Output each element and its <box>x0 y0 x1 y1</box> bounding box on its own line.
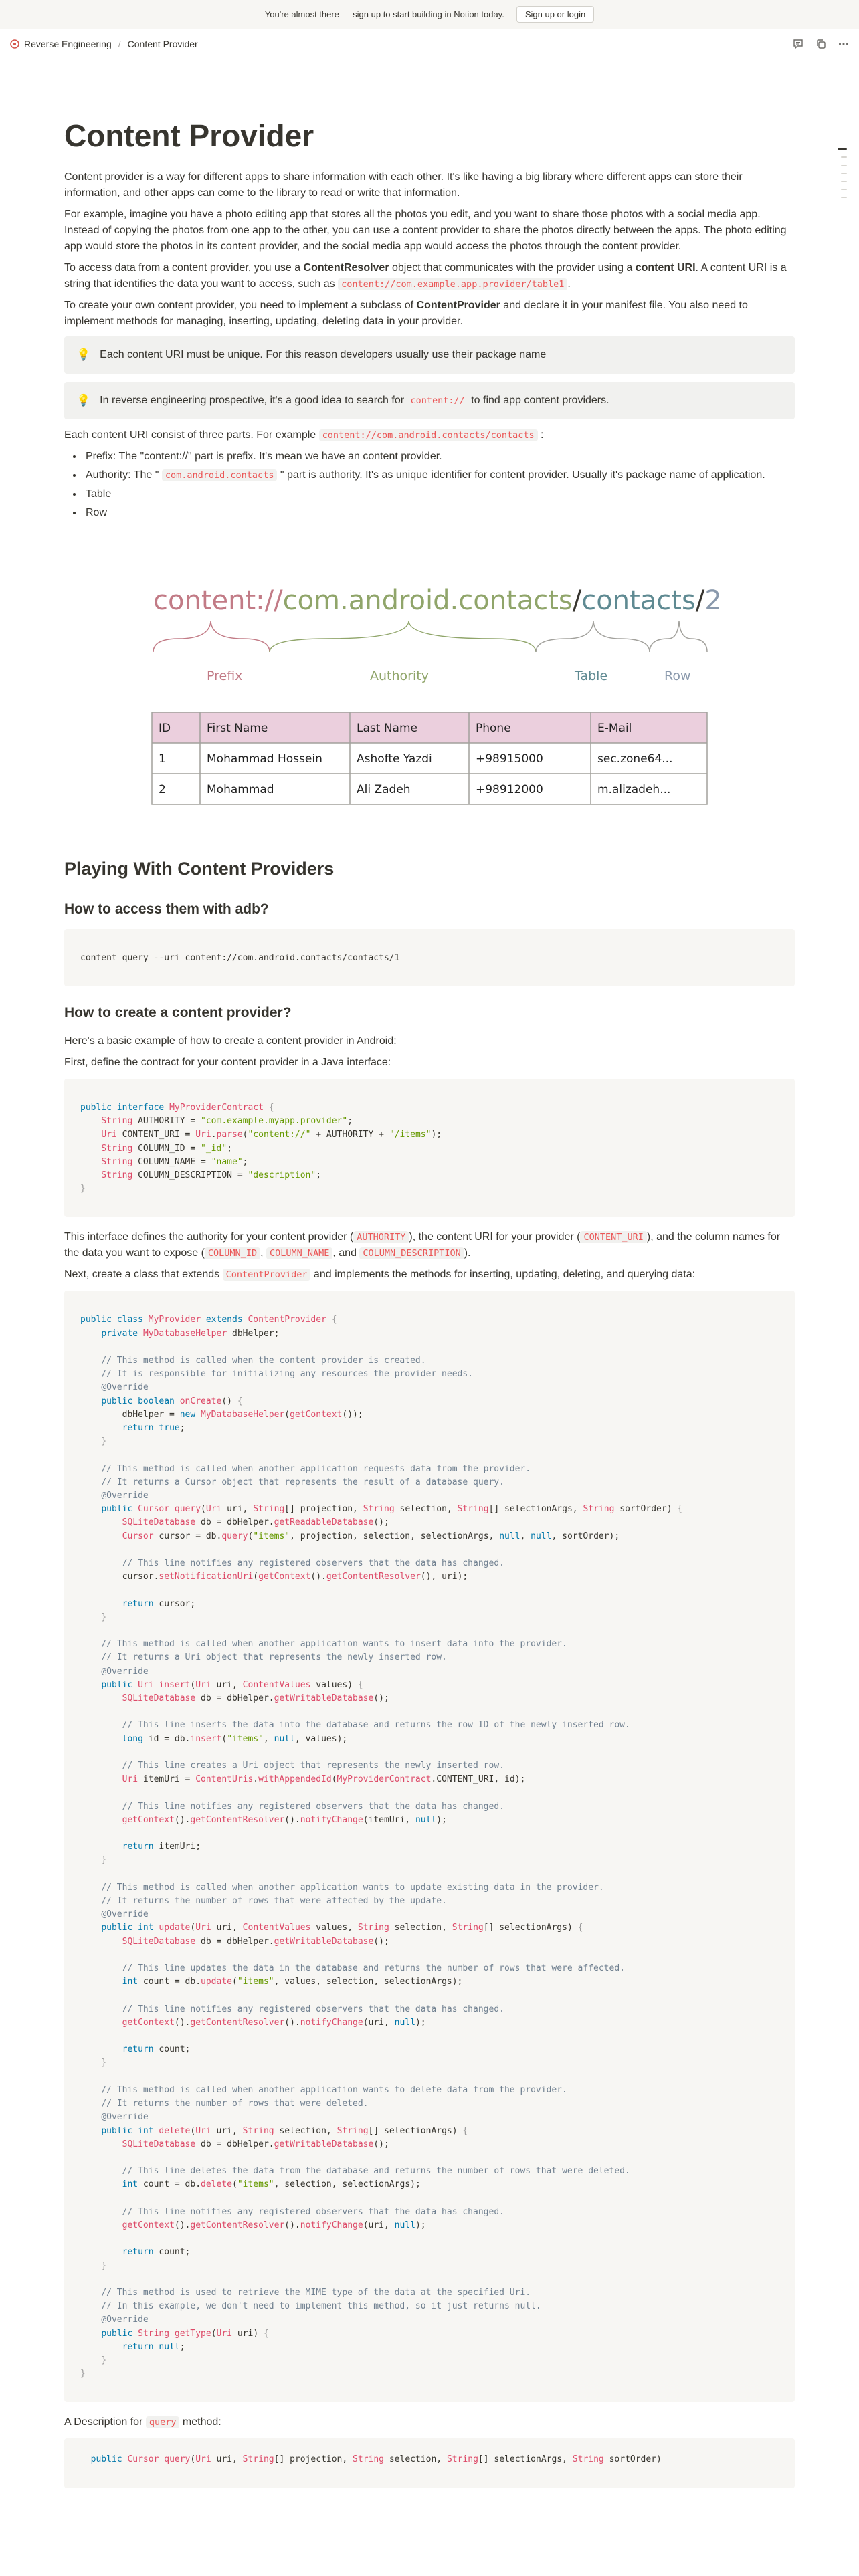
uri-authority-text: com.android.contacts <box>282 585 573 617</box>
create-paragraph-2: First, define the contract for your content provider in a Java interface: <box>64 1056 391 1068</box>
banner-text: You're almost there — sign up to start building in Notion today. <box>264 9 504 19</box>
top-actions <box>792 38 850 50</box>
content-uri-diagram <box>152 580 722 815</box>
table-cell: sec.zone64... <box>597 752 673 766</box>
breadcrumb <box>9 37 198 51</box>
column-id-inline-code: COLUMN_ID <box>205 1247 260 1259</box>
label-row: Row <box>664 669 691 684</box>
row-brace <box>650 621 707 652</box>
query-description-paragraph: A Description for query method: <box>64 2416 221 2428</box>
list-item-table: • Table <box>83 486 795 502</box>
contacts-uri-code: content://com.android.contacts/contacts <box>319 429 538 441</box>
diagram-uri <box>153 585 722 616</box>
table-cell: Ali Zadeh <box>357 783 411 797</box>
uri-table-text: contacts <box>581 585 696 617</box>
column-description-inline-code: COLUMN_DESCRIPTION <box>359 1247 464 1259</box>
list-item-prefix: • Prefix: The "content://" part is prefix. It's mean we have an content provider. <box>83 449 795 465</box>
breadcrumb-separator: / <box>118 38 121 49</box>
callout-reverse-engineering <box>64 382 795 419</box>
content-uri-inline-code: CONTENT_URI <box>580 1231 646 1243</box>
page-content <box>64 59 795 2500</box>
breadcrumb-parent[interactable]: Reverse Engineering <box>24 38 112 49</box>
authority-inline-code: AUTHORITY <box>353 1231 409 1243</box>
uri-slash-text: / <box>695 585 705 617</box>
page-emoji-icon <box>9 39 20 49</box>
query-inline-code: query <box>146 2416 180 2428</box>
table-cell: +98915000 <box>476 752 543 766</box>
content-resolver-term: ContentResolver <box>303 262 389 274</box>
query-signature-code-block[interactable]: public Cursor query(Uri uri, String[] projection, String selection, String[] selectionArgs, String sortOrder) <box>64 2438 795 2488</box>
example-uri-code: content://com.example.app.provider/table1 <box>338 278 567 290</box>
intro-paragraph-1: Content provider is a way for different apps to share information with each other. It's like having a big library where different apps can store their information, and other apps can come to the library to read or write that information. <box>64 171 743 199</box>
content-resolver-paragraph: To access data from a content provider, you use a ContentResolver object that communicates with the provider using a content URI. A content URI is a string that identifies the data you want to access, such as content://com.example.app.provider/table1 . <box>64 262 787 290</box>
signup-login-button[interactable]: Sign up or login <box>516 6 594 23</box>
lightbulb-icon: 💡 <box>76 394 91 407</box>
contacts-table <box>152 712 707 804</box>
content-provider-term: ContentProvider <box>416 300 500 312</box>
uri-parts-paragraph: Each content URI consist of three parts. For example content://com.android.contacts/contacts : <box>64 429 544 441</box>
uri-prefix-text: content:// <box>153 585 283 617</box>
prefix-brace <box>153 621 270 652</box>
label-prefix: Prefix <box>207 669 243 684</box>
adb-command: content query --uri content://com.android.contacts/contacts/1 <box>80 953 400 964</box>
callout-unique-uri <box>64 336 795 374</box>
page-title: Content Provider <box>64 118 314 153</box>
table-cell: 1 <box>159 752 166 766</box>
table-cell: Mohammad Hossein <box>207 752 322 766</box>
signup-banner <box>0 0 859 29</box>
table-header-cell: Last Name <box>357 722 417 736</box>
heading-create-provider: How to create a content provider? <box>64 1005 292 1021</box>
intro-paragraph-2: For example, imagine you have a photo editing app that stores all the photos you edit, and you want to share those photos with a social media app. Instead of copying the photos from one app to the other, you can use a content provider to share the photos directly between the apps. The photo editing app would store the photos in its content provider, and the social media app would access the photos through the content provider. <box>64 209 787 253</box>
content-uri-term: content URI <box>635 262 696 274</box>
breadcrumb-current[interactable]: Content Provider <box>127 38 198 49</box>
create-paragraph-1: Here's a basic example of how to create a content provider in Android: <box>64 1035 397 1047</box>
contract-interface-code-block[interactable]: public interface MyProviderContract { String AUTHORITY = "com.example.myapp.provider"; Uri CONTENT_URI = Uri.parse("content://" + AUTHORITY + "/items"); String COLUMN_ID = "_id"; String COLUMN_NAME = "name"; String COLUMN_DESCRIPTION = "description"; } <box>64 1079 795 1217</box>
comment-icon[interactable] <box>792 38 804 50</box>
interface-description-paragraph: This interface defines the authority for your content provider ( AUTHORITY ), the content URI for your provider ( CONTENT_URI ), and the column names for the data you want to expose ( COLUMN_ID , COLUMN_NAME , and COLUMN_DESCRIPTION ). <box>64 1231 781 1259</box>
lightbulb-icon: 💡 <box>76 348 91 362</box>
top-bar <box>0 29 859 59</box>
content-scheme-code: content:// <box>407 395 468 407</box>
table-header-cell: Phone <box>476 722 511 736</box>
uri-row-text: 2 <box>704 585 722 617</box>
table-cell: +98912000 <box>476 783 543 797</box>
more-options-icon[interactable] <box>838 38 850 50</box>
authority-code: com.android.contacts <box>162 469 278 481</box>
uri-parts-list <box>83 449 795 521</box>
uri-slash-text: / <box>572 585 582 617</box>
heading-playing-with-providers: Playing With Content Providers <box>64 859 335 879</box>
table-brace <box>536 621 650 652</box>
create-provider-paragraph: To create your own content provider, you need to implement a subclass of ContentProvider and declare it in your manifest file. You also need to implement methods for managing, inserting, updating, deleting data in your provider. <box>64 300 748 328</box>
label-authority: Authority <box>370 669 429 684</box>
table-cell: 2 <box>159 783 166 797</box>
column-name-inline-code: COLUMN_NAME <box>266 1247 332 1259</box>
table-header-cell: E-Mail <box>597 722 632 736</box>
callout-text: In reverse engineering prospective, it's a good idea to search for content:// to find app content providers. <box>100 395 609 407</box>
page-outline[interactable] <box>838 148 847 205</box>
adb-code-block[interactable] <box>64 929 795 986</box>
content-provider-inline-code: ContentProvider <box>223 1269 311 1281</box>
heading-access-with-adb: How to access them with adb? <box>64 901 269 917</box>
callout-text: Each content URI must be unique. For this reason developers usually use their package name <box>100 349 547 361</box>
table-header-cell: First Name <box>207 722 268 736</box>
table-cell: Ashofte Yazdi <box>357 752 432 766</box>
next-step-paragraph: Next, create a class that extends ContentProvider and implements the methods for inserting, updating, deleting, and querying data: <box>64 1269 696 1281</box>
table-header-cell: ID <box>159 722 171 736</box>
table-cell: Mohammad <box>207 783 274 797</box>
provider-class-code-block[interactable]: public class MyProvider extends ContentProvider { private MyDatabaseHelper dbHelper; // This method is called when the content provider is created. // It is responsible for initializing any resources the provider needs. @Override public boolean onCreate() { dbHelper = new MyDatabaseHelper(getContext()); return true; } // This method is called when another application requests data from the provider. // It returns a Cursor object that represents the result of a database query. @Override public Cursor query(Uri uri, String[] projection, String selection, String[] selectionArgs, String sortOrder) { SQLiteDatabase db = dbHelper.getReadableDatabase(); Cursor cursor = db.query("items", projection, selection, selectionArgs, null, null, sortOrder); // This line notifies any registered observers that the data has changed. cursor.setNotificationUri(getContext().getContentResolver(), uri); return cursor; } // This method is called when another application wants to insert data into the provider. // It returns a Uri object that represents the newly inserted row. @Override public Uri insert(Uri uri, ContentValues values) { SQLiteDatabase db = dbHelper.getWritableDatabase(); // This line inserts the data into the database and returns the row ID of the newly inserted row. long id = db.insert("items", null, values); // This line creates a Uri object that represents the newly inserted row. Uri itemUri = ContentUris.withAppendedId(MyProviderContract.CONTENT_URI, id); // This line notifies any registered observers that the data has changed. getContext().getContentResolver().notifyChange(itemUri, null); return itemUri; } // This method is called when another application wants to update existing data in the provider. // It returns the number of rows that were affected by the update. @Override public int update(Uri uri, ContentValues values, String selection, String[] selectionArgs) { SQLiteDatabase db = dbHelper.getWritableDatabase(); // This line updates the data in the database and returns the number of rows that were affected. int count = db.update("items", values, selection, selectionArgs); // This line notifies any registered observers that the data has changed. getContext().getContentResolver().notifyChange(uri, null); return count; } // This method is called when another application wants to delete data from the provider. // It returns the number of rows that were deleted. @Override public int delete(Uri uri, String selection, String[] selectionArgs) { SQLiteDatabase db = dbHelper.getWritableDatabase(); // This line deletes the data from the database and returns the number of rows that were deleted. int count = db.delete("items", selection, selectionArgs); // This line notifies any registered observers that the data has changed. getContext().getContentResolver().notifyChange(uri, null); return count; } // This method is used to retrieve the MIME type of the data at the specified Uri. // In this example, we don't need to implement this method, so it just returns null. @Override public String getType(Uri uri) { return null; } } <box>64 1291 795 2402</box>
duplicate-icon[interactable] <box>815 38 827 50</box>
label-table: Table <box>575 669 608 684</box>
authority-brace <box>270 621 536 652</box>
list-item-row: • Row <box>83 505 795 521</box>
list-item-authority: • Authority: The " com.android.contacts " part is authority. It's as unique identifier for content provider. Usually it's package name of application. <box>83 467 795 484</box>
table-cell: m.alizadeh... <box>597 783 671 797</box>
